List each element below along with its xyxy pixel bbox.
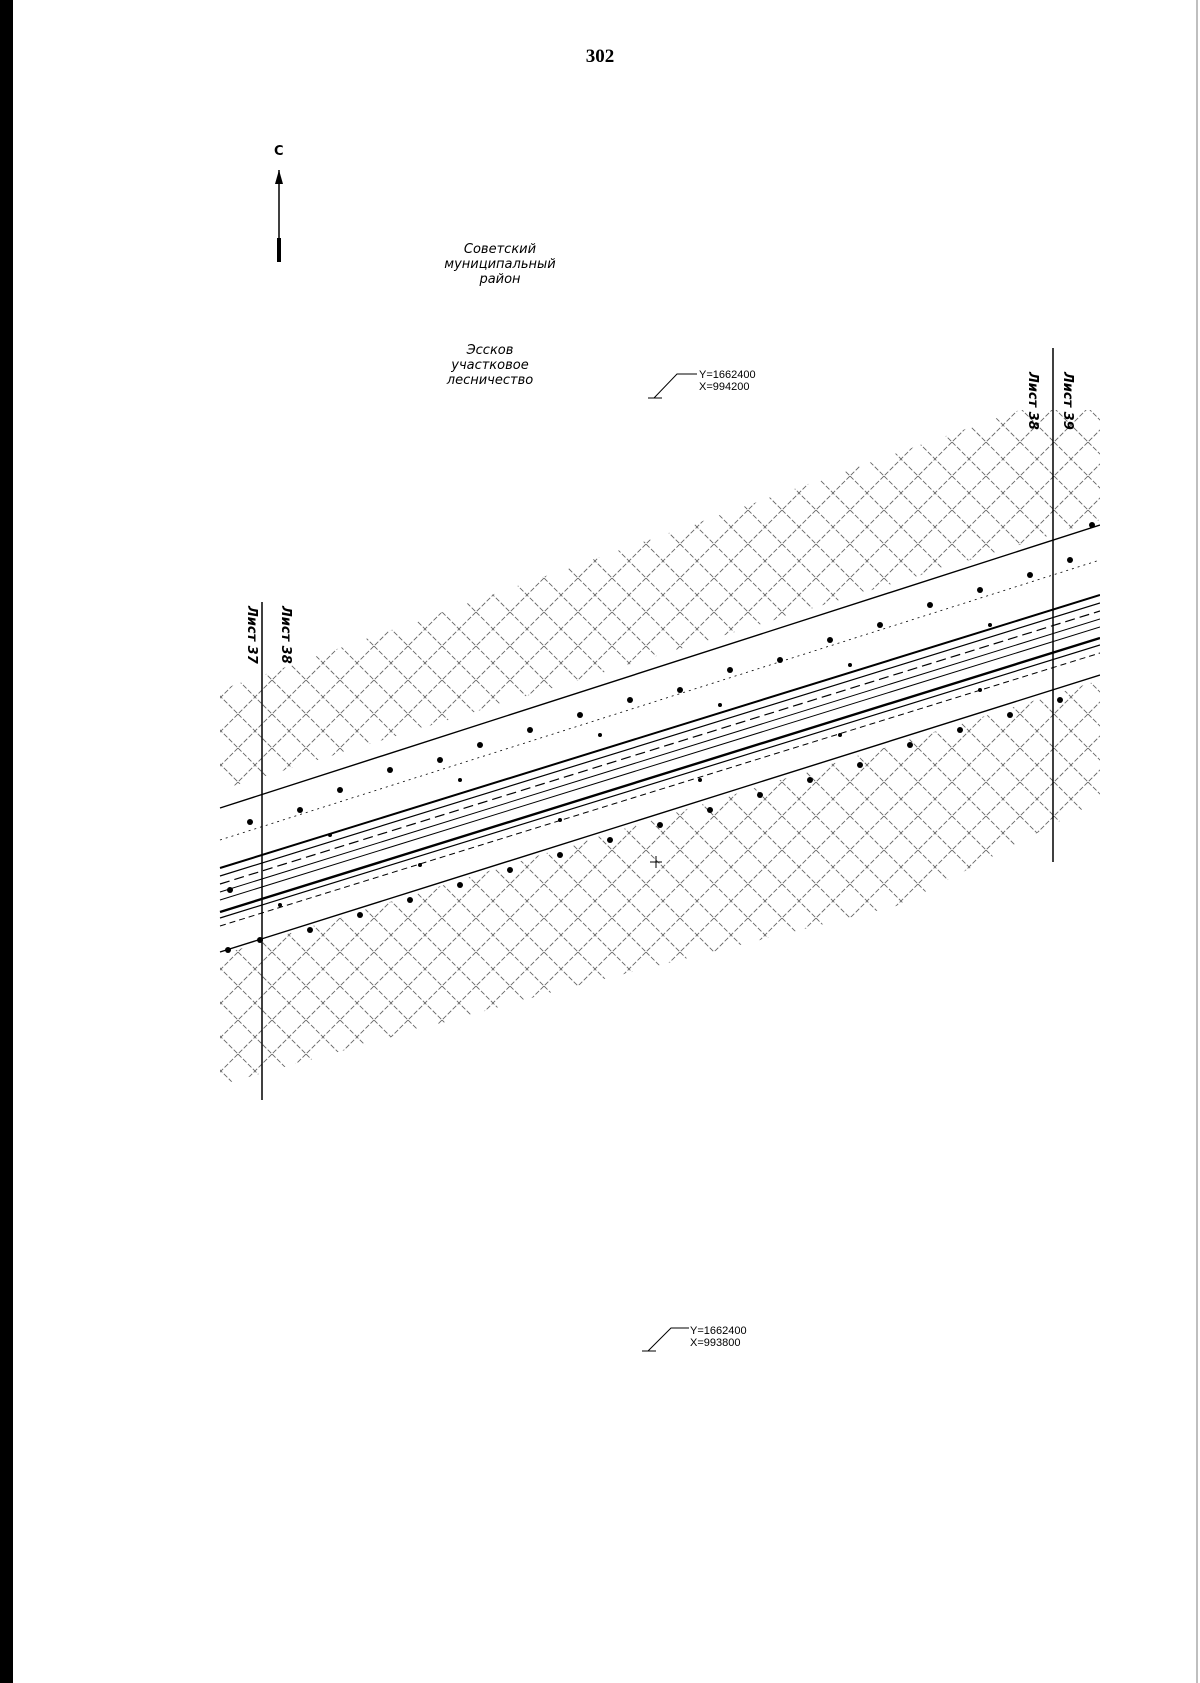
coordinate-label-bottom bbox=[690, 1325, 747, 1349]
forestry-label-line: лесничество bbox=[446, 373, 534, 388]
coordinate-y: Y=1662400 bbox=[699, 369, 756, 381]
sheet-label-37: Лист 37 bbox=[244, 606, 259, 664]
coordinate-label-top bbox=[699, 369, 756, 393]
north-arrow-icon bbox=[275, 170, 283, 262]
region-label-line: район bbox=[479, 272, 521, 287]
sheet-label-39: Лист 39 bbox=[1060, 372, 1075, 430]
sheet-label-38-left: Лист 38 bbox=[278, 606, 293, 664]
coordinate-x: X=994200 bbox=[699, 381, 750, 393]
forestry-label-line: участковое bbox=[451, 358, 529, 373]
region-label-line: Советский bbox=[463, 242, 537, 257]
forestry-label bbox=[420, 343, 560, 388]
coordinate-x: X=993800 bbox=[690, 1337, 741, 1349]
sheet-label-38-right: Лист 38 bbox=[1025, 372, 1040, 430]
forestry-label-line: Эссков bbox=[466, 343, 514, 358]
coord-marker-bottom-icon bbox=[642, 1328, 689, 1351]
region-label bbox=[425, 242, 575, 287]
coord-marker-top-icon bbox=[648, 374, 697, 398]
region-label-line: муниципальный bbox=[444, 257, 556, 272]
north-arrow-label: С bbox=[274, 144, 284, 159]
page-number: 302 bbox=[585, 46, 615, 67]
coordinate-y: Y=1662400 bbox=[690, 1325, 747, 1337]
